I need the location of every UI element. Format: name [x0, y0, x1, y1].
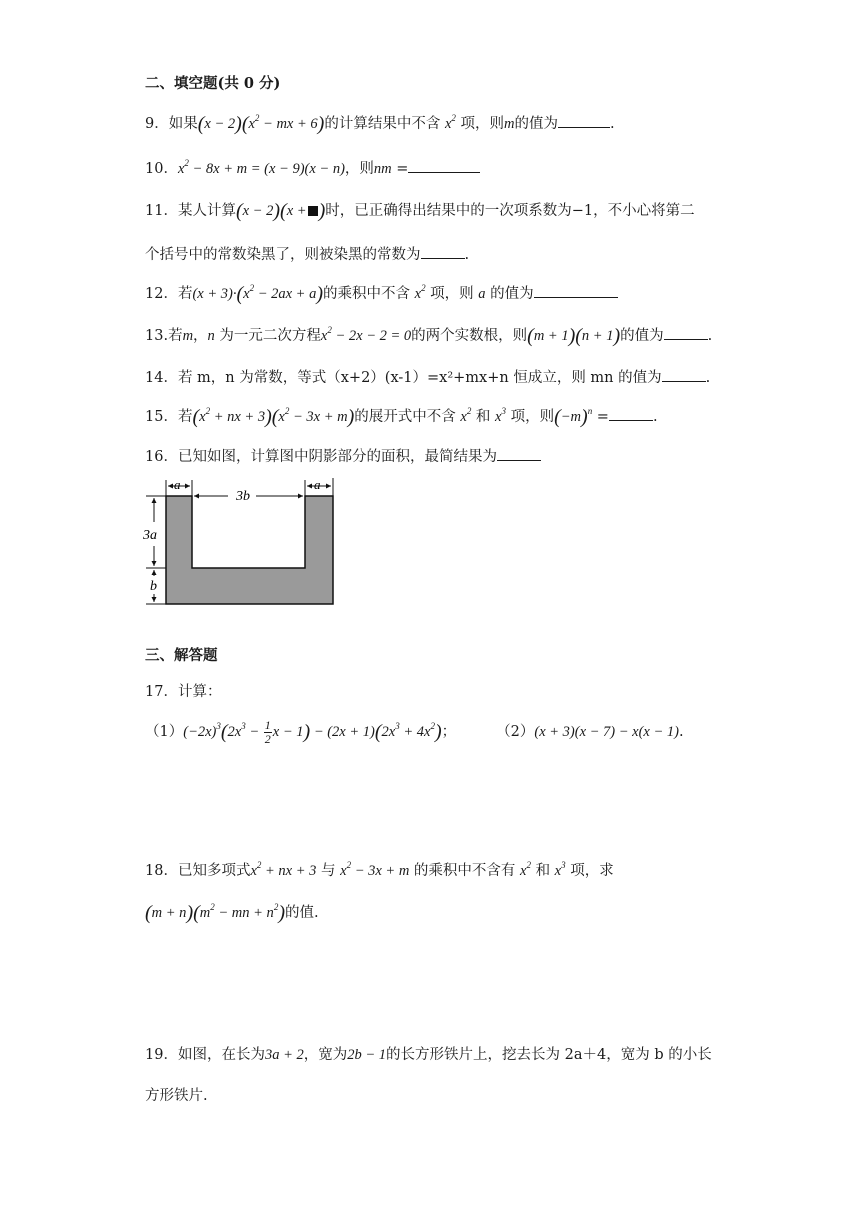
shaded-region-figure: [138, 474, 344, 610]
answer-blank: [609, 405, 653, 421]
label-b: b: [150, 579, 157, 594]
answer-blank: [662, 366, 706, 382]
question-11-line2: 个括号中的常数染黑了，则被染黑的常数为 .: [145, 243, 469, 265]
question-18-line2: $(m + n)(m^2$ − mn + $n^2$)的值.: [145, 902, 319, 924]
answer-blank: [497, 445, 541, 461]
question-18: 18．已知多项式$x^2$ + nx + 3 与 $x^2 - 3x + m$ 的乘积中不含有 $x^2$ 和 $x^3$ 项，求: [145, 860, 614, 879]
question-19: 19．如图，在长为3a + 2，宽为2b − 1的长方形铁片上，挖去长为 2a＋4，宽为 b 的小长: [145, 1047, 712, 1063]
label-a-right: a: [314, 477, 321, 492]
question-13: 13.若m，n 为一元二次方程$x^2 - 2x - 2 = 0$的两个实数根，则(m + 1)(n + 1)的值为 .: [145, 325, 713, 347]
shaded-u-shape: [166, 496, 333, 604]
section-heading-fill-blank: 二、填空题(共 0 分): [145, 75, 281, 92]
question-19-line2: 方形铁片.: [145, 1088, 208, 1104]
label-3b: 3b: [236, 489, 250, 504]
question-14: 14．若 m，n 为常数，等式（x+2）(x-1）=x²+mx+n 恒成立，则 mn 的值为 .: [145, 366, 710, 388]
question-11: 11．某人计算(x − 2)(x + )时，已正确得出结果中的一次项系数为−1，不小心将第二: [145, 200, 695, 222]
question-15: 15．若($x^2$ + nx + $3)(x^2 - 3x + m)$的展开式中不含 $x^2$ 和 $x^3$ 项，则$(-m)^n$ = .: [145, 406, 658, 428]
fraction-one-half: $\frac{1}{2}$: [264, 718, 271, 746]
question-9: 9．如果$(x - 2)(x^2$ − mx + 6)的计算结果中不含 $x^2$ 项，则m的值为 .: [145, 113, 615, 135]
question-16: 16．已知如图，计算图中阴影部分的面积，最简结果为: [145, 445, 541, 467]
section-heading-answers: 三、解答题: [145, 647, 218, 664]
answer-blank: [534, 282, 618, 298]
answer-blank: [421, 243, 465, 259]
question-17-title: 17．计算：: [145, 684, 222, 700]
question-17-parts: $(1)(-2x)^3(2x^3$ − $\frac{1}{2}$ $x - 1) - (2x + 1)(2x^3 + 4x^2)$； （2）(x + 3)(x − 7) − x(x − 1).: [145, 718, 684, 746]
answer-blank: [558, 112, 610, 128]
question-10: 10．$x^2 - 8x + m = (x - 9)(x - n)$，则nm =: [145, 157, 480, 179]
question-12: 12．若$(x + 3)\cdot(x^2 - 2ax + a)$的乘积中不含 $x^2$ 项，则 a 的值为: [145, 282, 618, 304]
blackened-square-icon: [308, 206, 318, 216]
label-a-left: a: [174, 477, 181, 492]
label-3a: 3a: [143, 528, 157, 543]
answer-blank: [408, 157, 480, 173]
answer-blank: [664, 324, 708, 340]
